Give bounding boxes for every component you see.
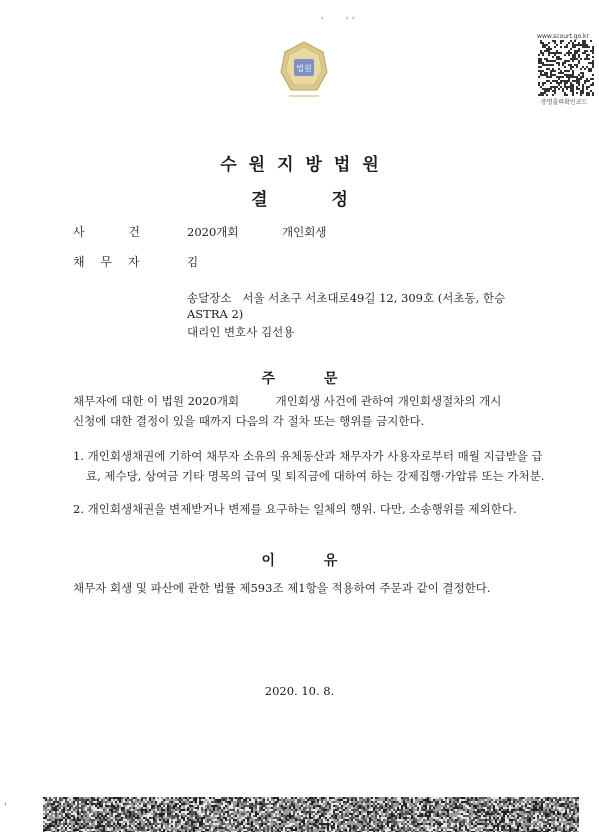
footer-mark: ' — [4, 803, 7, 813]
reason-heading: 이 유 — [261, 553, 338, 569]
qr-caption: 증명출력확인코드 — [540, 99, 588, 106]
case-label: 사 건 — [73, 225, 140, 239]
qr-url: www.scourt.go.kr — [537, 33, 589, 40]
court-name: 수원지방법원 — [220, 155, 391, 175]
tick-mark: ' — [346, 16, 349, 25]
debtor-attorney: 대리인 변호사 김선용 — [187, 325, 295, 339]
order-item: 1. 개인회생채권에 기하여 채무자 소유의 유체동산과 채무자가 사용자로부터 매월 지급받을 급료, 제수당, 상여금 기타 명목의 급여 및 퇴직금에 대하여 하는 강제집행·가압류 또는 가처분. — [73, 449, 545, 483]
verification-barcode-icon — [43, 797, 579, 832]
debtor-address-cont: ASTRA 2) — [187, 307, 244, 321]
order-intro-cont: 신청에 대한 결정이 있을 때까지 다음의 각 절차 또는 행위를 금지한다. — [73, 414, 425, 428]
tick-mark: ' — [352, 16, 355, 25]
decision-date: 2020. 10. 8. — [264, 684, 335, 698]
tick-mark: ' — [321, 16, 324, 25]
verification-qr-code-icon — [538, 40, 594, 96]
case-number: 2020개회 — [187, 225, 239, 239]
debtor-address: 송달장소 서울 서초구 서초대로49길 12, 309호 (서초동, 한승 — [187, 291, 506, 305]
document-title: 결 정 — [251, 190, 348, 210]
debtor-name: 김 — [187, 255, 199, 269]
order-item: 2. 개인회생채권을 변제받거나 변제를 요구하는 일체의 행위. 다만, 소송행위를 제외한다. — [73, 502, 517, 516]
court-seal-emblem — [279, 40, 329, 102]
case-type: 개인회생 — [282, 225, 327, 239]
order-heading: 주 문 — [261, 371, 338, 387]
seal-label: 법원 — [296, 64, 312, 73]
debtor-label: 채 무 자 — [73, 255, 140, 269]
order-intro: 채무자에 대한 이 법원 2020개회 개인회생 사건에 관하여 개인회생절차의 개시 — [73, 394, 502, 408]
reason-text: 채무자 회생 및 파산에 관한 법률 제593조 제1항을 적용하여 주문과 같이 결정한다. — [73, 581, 491, 595]
